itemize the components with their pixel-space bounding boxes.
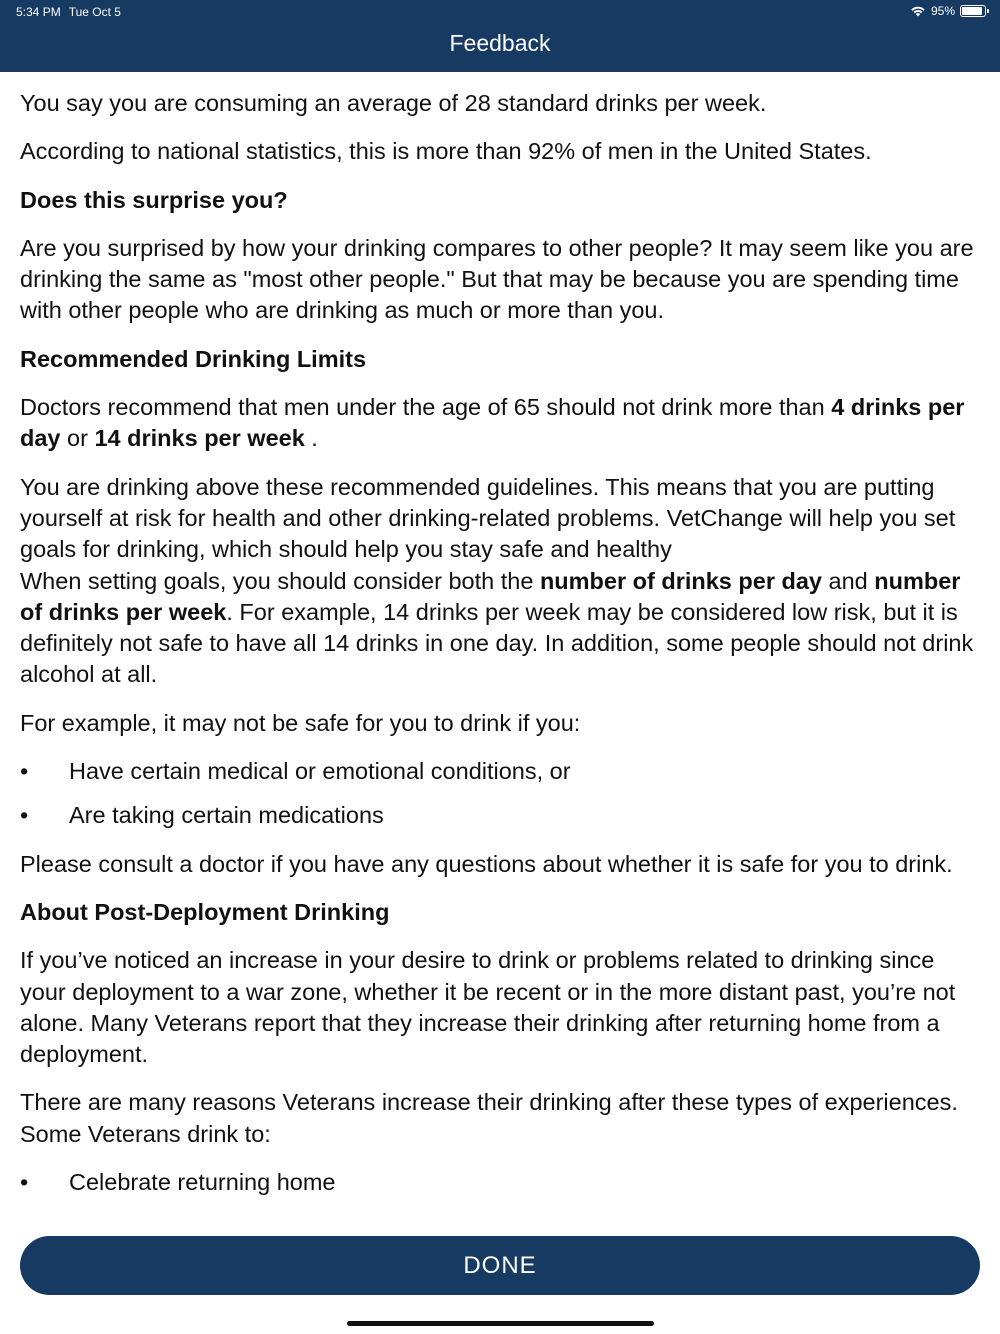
status-time: [16, 5, 121, 19]
limit-per-week: 14 drinks per week: [94, 425, 305, 452]
conditions-list: [20, 756, 980, 832]
reasons-list: [20, 1167, 980, 1198]
list-item-text: Are taking certain medications: [69, 802, 384, 829]
limits-text-part: or: [60, 425, 95, 452]
limits-heading: Recommended Drinking Limits: [20, 345, 367, 372]
limit-per-day: 4 drinks per day: [20, 394, 965, 452]
wifi-icon: [910, 5, 926, 17]
bullet-icon: •: [20, 802, 29, 829]
consult-doctor-text: Please consult a doctor if you have any questions about whether it is safe for you to drink.: [20, 850, 953, 877]
list-item-text: Celebrate returning home: [69, 1169, 336, 1196]
goals-text-part: and: [822, 567, 875, 594]
list-item: [20, 800, 980, 831]
reasons-intro-text: There are many reasons Veterans increase their drinking after these types of experiences. Some Veterans drink to:: [20, 1089, 958, 1147]
national-statistics-text: According to national statistics, this is more than 92% of men in the United States.: [20, 138, 872, 165]
goals-text: [20, 566, 980, 691]
surprise-text: Are you surprised by how your drinking compares to other people? It may seem like you are drinking the same as "most other people." But that may be because you are spending time with other people who are drinking as much or more than you.: [20, 234, 974, 324]
goals-text-part: When setting goals, you should consider both the: [20, 567, 540, 594]
limits-text-part: .: [304, 425, 318, 452]
battery-percentage: 95%: [930, 4, 955, 18]
drinks-per-day-emphasis: number of drinks per day: [539, 567, 822, 594]
done-button[interactable]: DONE: [20, 1236, 980, 1295]
limits-text: [20, 392, 980, 455]
list-item: [20, 756, 980, 787]
limits-text-part: Doctors recommend that men under the age of 65 should not drink more than: [20, 394, 832, 421]
post-deployment-heading: About Post-Deployment Drinking: [20, 898, 390, 925]
navigation-bar: [0, 0, 1000, 72]
list-item: [20, 1167, 980, 1198]
drinks-per-week-emphasis: number of drinks per week: [20, 567, 961, 625]
bullet-icon: •: [20, 758, 29, 785]
goals-text-part: . For example, 14 drinks per week may be considered low risk, but it is definitely not safe to have all 14 drinks in one day. In addition, some people should not drink alcohol at all.: [20, 598, 974, 688]
average-drinks-text: You say you are consuming an average of 28 standard drinks per week.: [20, 90, 767, 116]
surprise-heading: Does this surprise you?: [20, 186, 288, 213]
status-time-text: 5:34 PM: [16, 5, 61, 19]
not-safe-intro-text: For example, it may not be safe for you to drink if you:: [20, 709, 581, 736]
status-date: Tue Oct 5: [68, 5, 121, 19]
above-guidelines-text: You are drinking above these recommended guidelines. This means that you are putting yourself at risk for health and other drinking-related problems. VetChange will help you set goals for drinking, which should help you stay safe and healthy: [20, 473, 956, 563]
bullet-icon: •: [20, 1169, 29, 1196]
page-title: Feedback: [449, 30, 551, 56]
post-deployment-text: If you’ve noticed an increase in your desire to drink or problems related to drinking since your deployment to a war zone, whether it be recent or in the more distant past, you’re not alone. Many Veterans report that they increase their drinking after returning home from a deployment.: [20, 947, 956, 1068]
battery-icon: [960, 5, 986, 17]
feedback-content[interactable]: [20, 88, 980, 1210]
home-indicator[interactable]: [347, 1321, 654, 1326]
status-indicators: [910, 4, 986, 18]
list-item-text: Have certain medical or emotional conditions, or: [69, 758, 571, 785]
